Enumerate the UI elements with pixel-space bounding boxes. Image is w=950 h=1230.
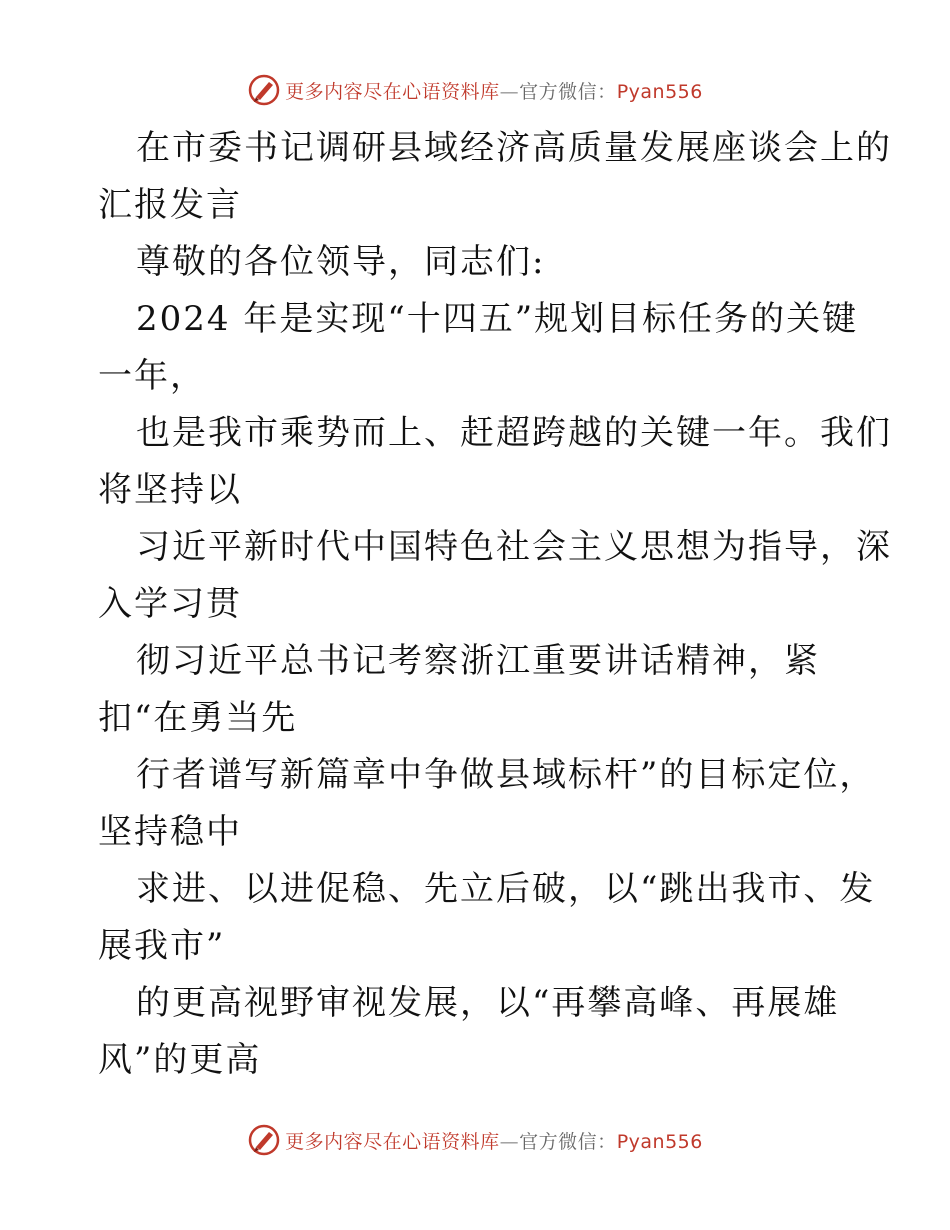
- doc-line: 2024 年是实现“十四五”规划目标任务的关键: [136, 299, 859, 339]
- doc-line: 入学习贯: [98, 584, 242, 624]
- watermark-text: 更多内容尽在心语资料库—官方微信：Pyan556: [285, 1130, 703, 1153]
- doc-line: 一年，: [98, 356, 206, 396]
- doc-title-line-2: 汇报发言: [98, 185, 242, 225]
- doc-line: 的更高视野审视发展，以“再攀高峰、再展雄: [136, 983, 840, 1023]
- header-watermark-banner: [0, 70, 950, 110]
- pen-logo-icon: [247, 1123, 281, 1157]
- doc-title-line-1: 在市委书记调研县域经济高质量发展座谈会上的: [136, 128, 892, 168]
- doc-line: 彻习近平总书记考察浙江重要讲话精神，紧: [136, 641, 820, 681]
- doc-line: 风”的更高: [98, 1040, 262, 1080]
- doc-line: 扣“在勇当先: [98, 698, 298, 738]
- watermark-text: 更多内容尽在心语资料库—官方微信：Pyan556: [285, 80, 703, 103]
- document-body: [98, 120, 892, 1089]
- salutation: 尊敬的各位领导，同志们:: [136, 242, 546, 282]
- doc-line: 坚持稳中: [98, 812, 242, 852]
- doc-line: 求进、以进促稳、先立后破，以“跳出我市、发: [136, 869, 876, 909]
- footer-watermark-banner: [0, 1120, 950, 1160]
- doc-line: 展我市”: [98, 926, 226, 966]
- doc-line: 也是我市乘势而上、赶超跨越的关键一年。我们: [136, 413, 892, 453]
- doc-line: 习近平新时代中国特色社会主义思想为指导，深: [136, 527, 892, 567]
- doc-line: 将坚持以: [98, 470, 242, 510]
- doc-line: 行者谱写新篇章中争做县域标杆”的目标定位，: [136, 755, 876, 795]
- pen-logo-icon: [247, 73, 281, 107]
